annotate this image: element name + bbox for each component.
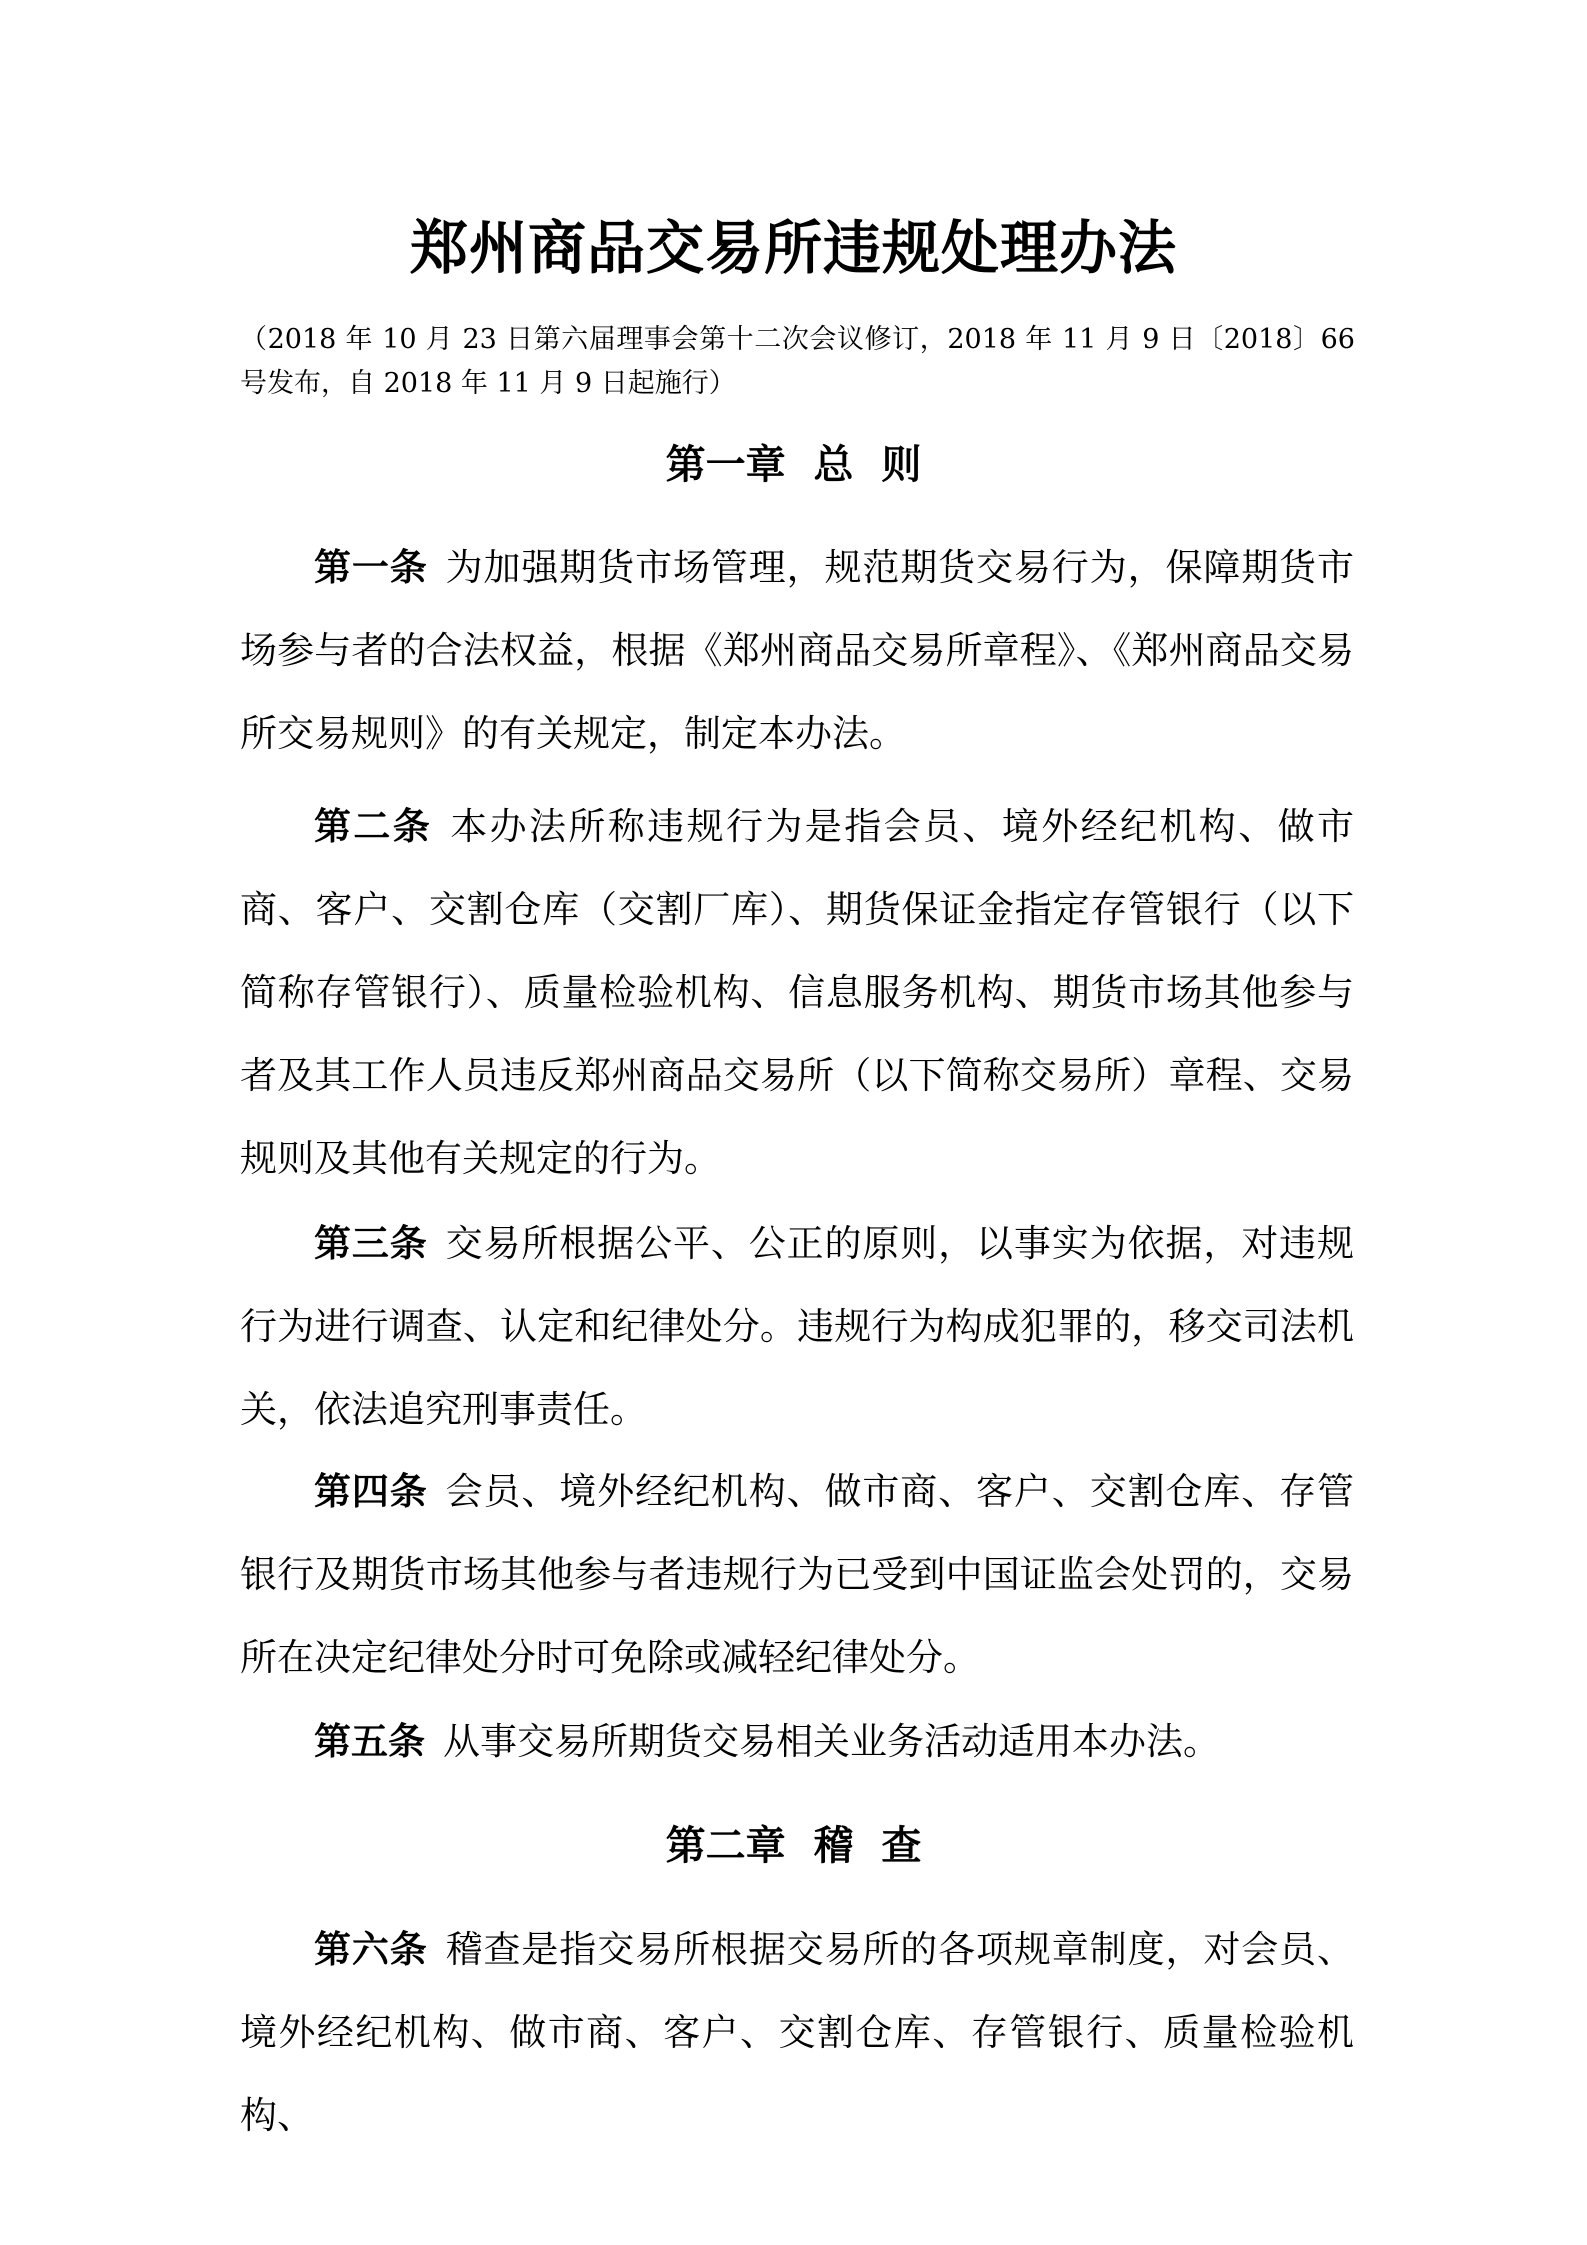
article-text: 交易所根据公平、公正的原则，以事实为依据，对违规行为进行调查、认定和纪律处分。违规行为构成犯罪的，移交司法机关，依法追究刑事责任。: [240, 1222, 1355, 1431]
article-2: [240, 785, 1354, 1200]
article-number: 第四条: [314, 1470, 428, 1513]
article-4: [240, 1450, 1354, 1699]
article-3: [240, 1202, 1354, 1451]
article-number: 第二条: [314, 805, 433, 848]
document-title: 郑州商品交易所违规处理办法: [409, 214, 1177, 282]
article-number: 第三条: [314, 1222, 428, 1265]
article-1: [240, 526, 1354, 775]
article-text: 稽查是指交易所根据交易所的各项规章制度，对会员、境外经纪机构、做市商、客户、交割仓库、存管银行、质量检验机构、: [240, 1928, 1355, 2137]
document-subtitle: （2018 年 10 月 23 日第六届理事会第十二次会议修订，2018 年 11 月 9 日〔2018〕66 号发布，自 2018 年 11 月 9 日起施行）: [240, 324, 1355, 399]
article-5: [240, 1700, 1354, 1783]
article-text: 从事交易所期货交易相关业务活动适用本办法。: [443, 1720, 1220, 1763]
article-number: 第六条: [314, 1928, 428, 1971]
article-number: 第一条: [314, 546, 428, 589]
chapter-heading-1: 第一章 总 则: [665, 442, 922, 488]
article-number: 第五条: [314, 1720, 425, 1763]
article-6: [240, 1908, 1354, 2157]
article-text: 为加强期货市场管理，规范期货交易行为，保障期货市场参与者的合法权益，根据《郑州商品交易所章程》、《郑州商品交易所交易规则》的有关规定，制定本办法。: [240, 546, 1355, 755]
chapter-heading-2: 第二章 稽 查: [665, 1823, 922, 1869]
article-text: 本办法所称违规行为是指会员、境外经纪机构、做市商、客户、交割仓库（交割厂库）、期货保证金指定存管银行（以下简称存管银行）、质量检验机构、信息服务机构、期货市场其他参与者及其工作人员违反郑州商品交易所（以下简称交易所）章程、交易规则及其他有关规定的行为。: [240, 805, 1355, 1180]
article-text: 会员、境外经纪机构、做市商、客户、交割仓库、存管银行及期货市场其他参与者违规行为已受到中国证监会处罚的，交易所在决定纪律处分时可免除或减轻纪律处分。: [240, 1470, 1355, 1679]
